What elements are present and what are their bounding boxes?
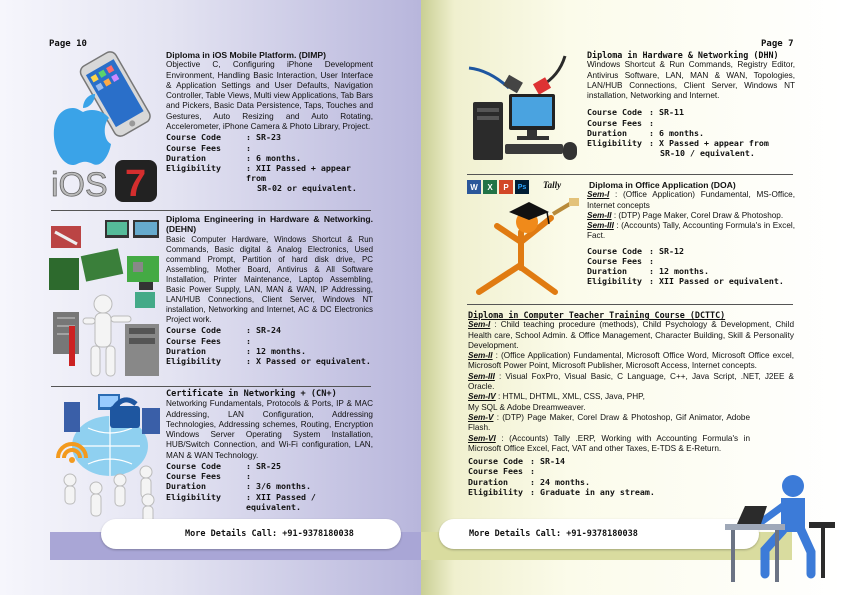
duration-label: Duration — [166, 481, 206, 492]
eligibility-value-cont: SR-10 / equivalent. — [660, 148, 755, 159]
sem-text: : (Accounts) Tally .ERP, Working with Accounting Formula's in Microsoft Office Excel, Fact, VAT and other Taxes, E-TDS & E-Return. — [468, 433, 750, 453]
divider — [51, 386, 371, 387]
computer-network-illustration — [465, 50, 585, 170]
divider — [51, 210, 371, 211]
cn-title: Certificate in Networking + (CN+) — [166, 389, 337, 399]
eligibility-label: Eligibility — [587, 276, 642, 287]
eligibility-label: Eligibility — [468, 486, 523, 497]
right-page — [421, 0, 842, 595]
sem-label: Sem-III — [587, 221, 614, 231]
course-fees-value: : — [649, 117, 654, 128]
course-code-label: Course Code — [166, 325, 221, 336]
cn-body: Networking Fundamentals, Protocols & Ports, IP & MAC Addressing, LAN Configuration, Addressing Technologies, Addressing schemes, Routing, Encryption Windows Server Operating System Installation, HUB/Switch Connection, and Wi-Fi configuration, LAN, MAN & WAN Technology. — [166, 399, 373, 460]
course-fees-value: : — [246, 471, 251, 482]
course-code-label: Course Code — [587, 245, 642, 256]
course-code-value: : SR-11 — [649, 107, 684, 118]
doa-title: Diploma in Office Application (DOA) — [589, 180, 736, 190]
dhn-title: Diploma in Hardware & Networking (DHN) — [587, 50, 779, 60]
sem-text: : (Office Application) Fundamental, MS-Office, Internet concepts — [587, 190, 796, 210]
duration-label: Duration — [587, 127, 627, 138]
course-code-label: Course Code — [166, 132, 221, 143]
sem-label: Sem-I — [468, 320, 491, 330]
graduate-figure-illustration — [469, 196, 585, 300]
more-details-pill — [101, 519, 401, 549]
course-fees-value: : — [649, 255, 654, 266]
sem-text: : Child teaching procedure (methods), Child Psychology & Development, Child Health care, School Admin. & Office Management, Character Building, Skill & Personality Development. — [468, 320, 794, 350]
sem-text: : HTML, DHTML, XML, CSS, Java, PHP, — [498, 392, 645, 402]
course-code-label: Course Code — [468, 456, 523, 467]
course-fees-value: : — [246, 142, 251, 153]
dehn-body: Basic Computer Hardware, Windows Shortcut & Run Commands, Basic digital & Analog Electronics, Used command Prompt, Partition of hard disk drive, PC Assembling, Mother Board, Antivirus & All Software Installation, Printer Maintenance, Laptop Assembling, Basic Power Supply, LAN, MAN & WAN, IP Addressing, LAN/HUB Connections, Client Server, Windows NT installation, Networking and Internet, AC & DC Electronics Project work. — [166, 234, 373, 325]
dehn-section — [166, 214, 373, 366]
iphone-ios-illustration — [47, 48, 165, 208]
sem-label: Sem-V — [468, 412, 494, 422]
dimp-title: Diploma in iOS Mobile Platform. (DIMP) — [166, 50, 326, 60]
hardware-engineer-illustration — [47, 216, 163, 381]
sem-label: Sem-VI — [468, 433, 496, 443]
sem-text: : Visual FoxPro, Visual Basic, C Language, C++, Java Script, .NET, J2EE & Oracle. — [468, 371, 794, 392]
divider — [467, 174, 793, 175]
divider — [467, 304, 793, 305]
course-fees-label: Course Fees — [587, 117, 642, 128]
sem-label: Sem-II — [468, 351, 493, 361]
course-code-value: : SR-24 — [246, 325, 281, 336]
duration-label: Duration — [468, 476, 508, 487]
sem-label: Sem-IV — [468, 392, 496, 402]
sem-text-cont: My SQL & Adobe Dreamweaver. — [468, 402, 586, 412]
duration-label: Duration — [587, 266, 627, 277]
duration-value: : 24 months. — [530, 476, 590, 487]
course-fees-label: Course Fees — [166, 335, 221, 346]
eligibility-value: : X Passed or equivalent. — [246, 356, 371, 367]
duration-label: Duration — [166, 345, 206, 356]
dhn-section — [587, 50, 795, 159]
sem-label: Sem-I — [587, 190, 610, 200]
duration-value: : 12 months. — [649, 266, 709, 277]
sem-label: Sem-III — [468, 371, 495, 381]
course-fees-label: Course Fees — [166, 471, 221, 482]
office-app-icons — [467, 180, 561, 194]
course-fees-label: Course Fees — [587, 255, 642, 266]
sem-text: : (Accounts) Tally, Accounting Formula's in Excel, Fact. — [587, 221, 796, 241]
course-code-value: : SR-23 — [246, 132, 281, 143]
svg-text:7: 7 — [125, 163, 147, 205]
course-fees-label: Course Fees — [468, 466, 523, 477]
course-fees-value: : — [530, 466, 535, 477]
dhn-body: Windows Shortcut & Run Commands, Registry Editor, Antivirus Software, LAN, MAN & WAN, Topologies, LAN/HUB Connections, Client Server, Windows NT installation, Networking and Internet. — [587, 60, 795, 101]
contact-phone: More Details Call: +91-9378180038 — [185, 529, 354, 539]
word-icon: W — [467, 180, 481, 194]
eligibility-value: : XII Passed + appear from — [246, 162, 351, 184]
duration-value: : 3/6 months. — [246, 481, 311, 492]
powerpoint-icon: P — [499, 180, 513, 194]
duration-value: : 6 months. — [649, 127, 704, 138]
sem-text: : (Office Application) Fundamental, Microsoft Office Word, Microsoft Office excel, Microsoft Power Point, Microsoft Publisher, Microsoft Access, Internet concepts. — [468, 351, 794, 371]
duration-value: : 12 months. — [246, 345, 306, 356]
course-code-value: : SR-25 — [246, 460, 281, 471]
more-details-pill — [439, 519, 759, 549]
cn-section — [166, 389, 373, 512]
course-code-value: : SR-12 — [649, 245, 684, 256]
photoshop-icon: Ps — [515, 180, 529, 194]
course-fees-value: : — [246, 335, 251, 346]
dcttc-title: Diploma in Computer Teacher Training Course (DCTTC) — [468, 310, 726, 320]
dimp-section — [166, 50, 373, 194]
course-code-label: Course Code — [587, 107, 642, 118]
eligibility-value: : XII Passed or equivalent. — [649, 276, 784, 287]
eligibility-label: Eligibility — [166, 356, 221, 367]
doa-section — [587, 180, 795, 287]
svg-text:iOS: iOS — [51, 166, 108, 204]
duration-label: Duration — [166, 152, 206, 163]
eligibility-label: Eligibility — [587, 138, 642, 149]
course-code-label: Course Code — [166, 460, 221, 471]
dimp-body: Objective C, Configuring iPhone Development Environment, Handling Basic Interaction, User Interface & Application Settings and User Defaults, Navigation Controller, Table Views, Multi view Applications, Tab Bars and Pickers, Basic Data Persistence, Taps, Touches and Gestures, Auto Resizing and Auto Rotating, Accelerometer, iPhone Camera & Photo Library, Project. — [166, 60, 373, 132]
eligibility-label: Eligibility — [166, 491, 221, 502]
eligibility-label: Eligibility — [166, 162, 221, 173]
tally-logo: Tally — [543, 180, 562, 190]
network-illustration — [50, 388, 164, 526]
eligibility-value-cont: SR-02 or equivalent. — [257, 183, 357, 194]
duration-value: : 6 months. — [246, 152, 301, 163]
eligibility-value: : Graduate in any stream. — [530, 486, 655, 497]
excel-icon: X — [483, 180, 497, 194]
sem-text: : (DTP) Page Maker, Corel Draw & Photoshop, Gif Animator, Adobe Flash. — [468, 412, 750, 433]
eligibility-value: : XII Passed / equivalent. — [246, 491, 316, 512]
teacher-desk-illustration — [717, 468, 839, 588]
contact-phone: More Details Call: +91-9378180038 — [469, 529, 638, 539]
course-fees-label: Course Fees — [166, 142, 221, 153]
sem-label: Sem-II — [587, 210, 612, 220]
coreldraw-icon — [531, 180, 541, 194]
dehn-title: Diploma Engineering in Hardware & Networking. (DEHN) — [166, 214, 373, 235]
page-number: Page 10 — [49, 39, 87, 49]
eligibility-value: : X Passed + appear from — [649, 138, 769, 149]
course-code-value: : SR-14 — [530, 456, 565, 467]
page-number: Page 7 — [761, 39, 794, 49]
sem-text: : (DTP) Page Maker, Corel Draw & Photoshop. — [613, 210, 784, 220]
